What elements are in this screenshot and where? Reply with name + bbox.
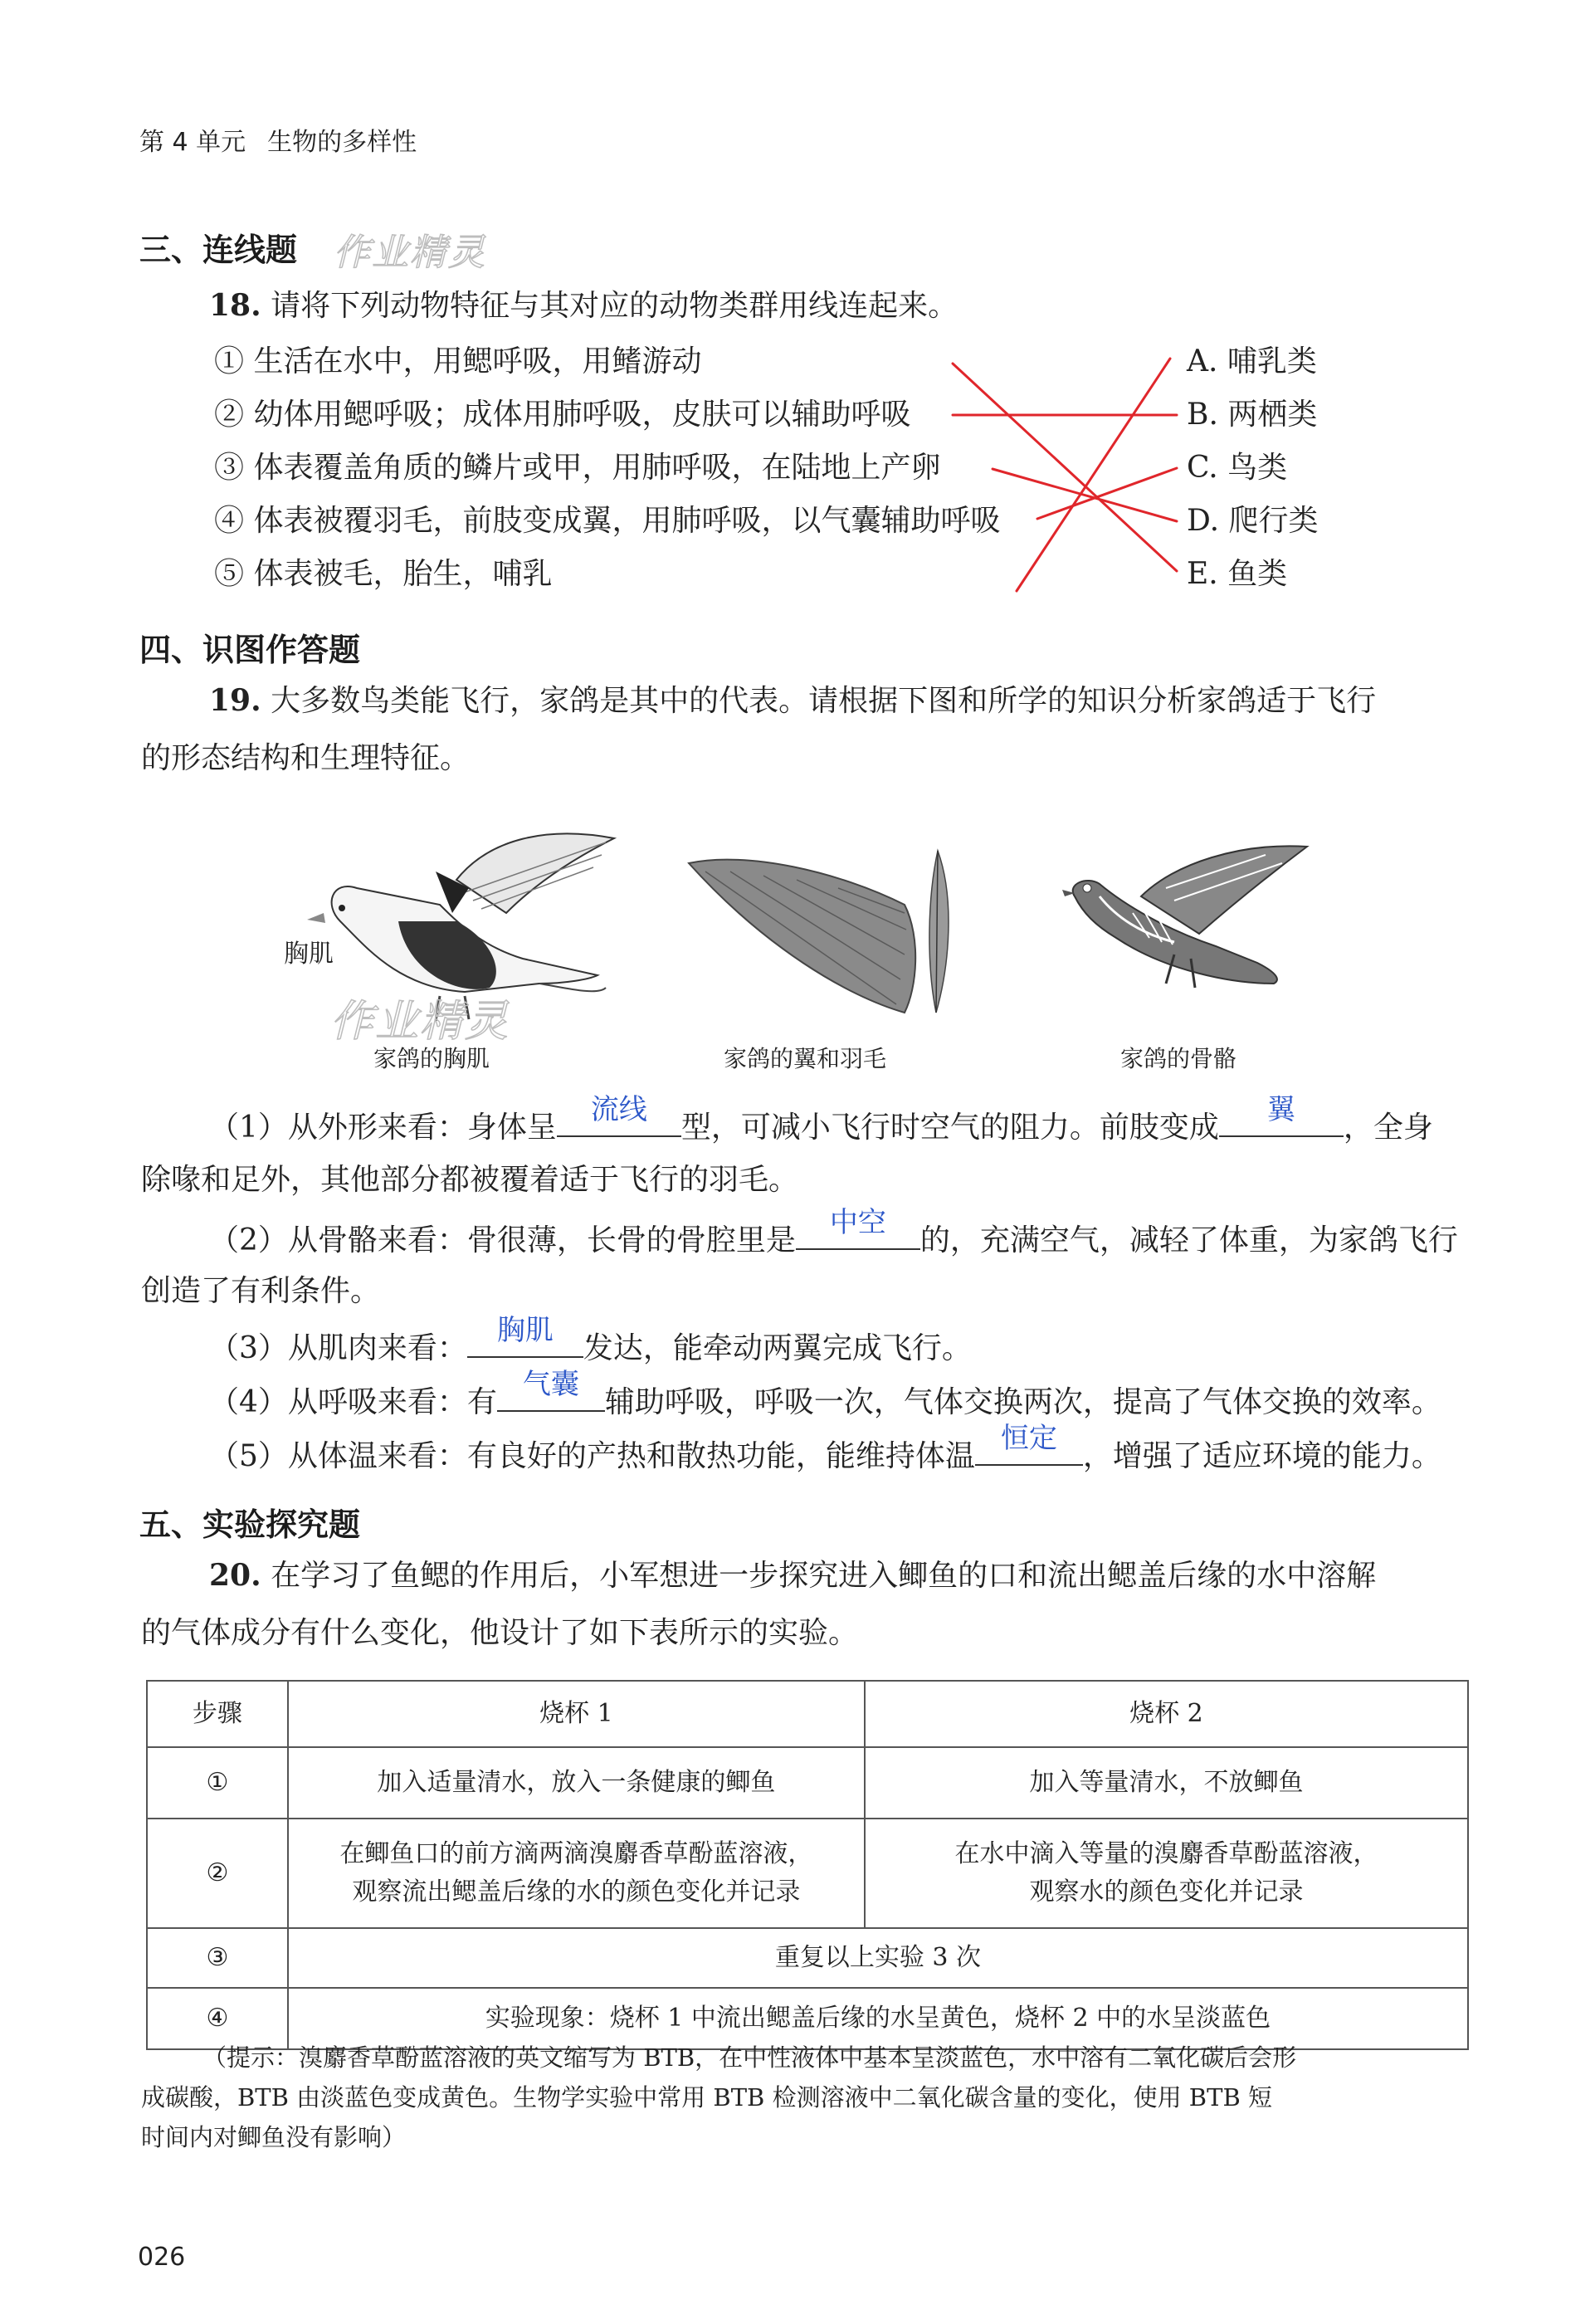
text-segment: （3）从肌肉来看：: [209, 1331, 467, 1365]
answer-blank-2: [1219, 1093, 1344, 1137]
trait-item-1: ① 生活在水中，用鳃呼吸，用鳍游动: [214, 344, 702, 378]
table-cell-step: ①: [147, 1747, 288, 1819]
table-cell: 加入适量清水，放入一条健康的鲫鱼: [288, 1747, 865, 1819]
match-line-3-d: [993, 469, 1177, 521]
subquestion-2-line1: [209, 1206, 1458, 1257]
answer-blank-5: [497, 1368, 605, 1412]
text-segment: ，全身: [1343, 1111, 1433, 1145]
subquestion-2-line2: 创造了有利条件。: [141, 1274, 381, 1308]
group-item-b: B. 两栖类: [1187, 398, 1318, 432]
subquestion-1-line1: [209, 1093, 1433, 1145]
table-cell-step: ③: [147, 1928, 288, 1988]
figure-caption-skeleton: 家鸽的骨骼: [1120, 1045, 1237, 1072]
table-cell: [288, 1819, 865, 1928]
question-19-prompt-line2: 的形态结构和生理特征。: [141, 741, 471, 775]
answer-blank-3: [796, 1206, 920, 1250]
table-cell: [865, 1819, 1468, 1928]
table-header-cell: 烧杯 2: [865, 1681, 1468, 1747]
figure-caption-wing: 家鸽的翼和羽毛: [724, 1045, 887, 1072]
handwritten-answer: 胸肌: [496, 1314, 554, 1347]
match-line-4-c: [1037, 468, 1177, 519]
subquestion-3: [209, 1314, 972, 1365]
subquestion-1-line2: 除喙和足外，其他部分都被覆着适于飞行的羽毛。: [141, 1163, 799, 1197]
text-segment: 辅助呼吸，呼吸一次，气体交换两次，提高了气体交换的效率。: [604, 1385, 1441, 1419]
text-segment: ，增强了适应环境的能力。: [1082, 1439, 1441, 1473]
text-segment: （5）从体温来看：有良好的产热和散热功能，能维持体温: [209, 1439, 975, 1473]
match-line-1-e: [953, 364, 1177, 571]
table-cell-step: ②: [147, 1819, 288, 1928]
page-number: 026: [138, 2243, 186, 2272]
question-20-prompt-line1: [209, 1560, 1376, 1591]
experiment-table: [146, 1680, 1469, 2050]
table-header-row: [147, 1681, 1468, 1747]
answer-blank-6: [975, 1422, 1083, 1466]
group-item-a: A. 哺乳类: [1187, 344, 1317, 378]
section-heading-figures: 四、识图作答题: [139, 632, 361, 668]
match-line-5-a: [1017, 359, 1170, 591]
hint-note-line2: 成碳酸，BTB 由淡蓝色变成黄色。生物学实验中常用 BTB 检测溶液中二氧化碳含量的变化，使用 BTB 短: [141, 2083, 1272, 2112]
section-heading-experiment: 五、实验探究题: [139, 1506, 361, 1543]
figure-caption-muscle: 家鸽的胸肌: [373, 1045, 490, 1072]
table-row: [147, 1819, 1468, 1928]
cell-line: 观察水的颜色变化并记录: [1029, 1877, 1304, 1907]
handwritten-answer: 恒定: [1000, 1422, 1057, 1455]
matching-lines: [0, 0, 1595, 631]
trait-item-4: ④ 体表被覆羽毛，前肢变成翼，用肺呼吸，以气囊辅助呼吸: [214, 504, 1001, 538]
answer-blank-1: [557, 1093, 681, 1137]
pigeon-wing-feather-illustration: [680, 847, 954, 1021]
unit-label: 第 4 单元: [139, 128, 246, 157]
section-heading-matching: 三、连线题: [139, 232, 298, 268]
text-segment: 发达，能牵动两翼完成飞行。: [583, 1331, 972, 1365]
chest-muscle-label: 胸肌: [284, 940, 334, 969]
watermark-logo: 作业精灵: [334, 232, 486, 274]
question-number: 19.: [209, 683, 261, 718]
cell-line: 观察流出鳃盖后缘的水的颜色变化并记录: [352, 1877, 801, 1907]
pigeon-skeleton-illustration: [1050, 838, 1315, 1021]
cell-line: 在水中滴入等量的溴麝香草酚蓝溶液，: [954, 1838, 1378, 1868]
table-cell-step: ④: [147, 1988, 288, 2049]
table-row: [147, 1747, 1468, 1819]
unit-title: 生物的多样性: [267, 128, 417, 157]
question-19-prompt-line1: [209, 683, 1377, 718]
table-cell: 重复以上实验 3 次: [288, 1928, 1468, 1988]
subquestion-4: [209, 1368, 1441, 1419]
table-cell: 加入等量清水，不放鲫鱼: [865, 1747, 1468, 1819]
hint-note-line3: 时间内对鲫鱼没有影响）: [141, 2123, 407, 2151]
group-item-e: E. 鱼类: [1187, 557, 1288, 591]
trait-item-2: ② 幼体用鳃呼吸；成体用肺呼吸，皮肤可以辅助呼吸: [214, 398, 911, 432]
text-segment: （1）从外形来看：身体呈: [209, 1111, 557, 1145]
text-segment: （4）从呼吸来看：有: [209, 1385, 497, 1419]
watermark-logo: 作业精灵: [330, 997, 510, 1047]
answer-blank-4: [467, 1314, 583, 1358]
trait-item-5: ⑤ 体表被毛，胎生，哺乳: [214, 557, 553, 591]
table-header-cell: 烧杯 1: [288, 1681, 865, 1747]
table-cell: 实验现象：烧杯 1 中流出鳃盖后缘的水呈黄色，烧杯 2 中的水呈淡蓝色: [288, 1988, 1468, 2049]
table-header-cell: 步骤: [147, 1681, 288, 1747]
cell-line: 在鲫鱼口的前方滴两滴溴麝香草酚蓝溶液，: [339, 1838, 813, 1868]
group-item-d: D. 爬行类: [1187, 504, 1319, 538]
subquestion-5: [209, 1422, 1441, 1473]
question-number: 18.: [209, 288, 261, 323]
question-20-prompt-line2: 的气体成分有什么变化，他设计了如下表所示的实验。: [141, 1616, 859, 1650]
question-text: 大多数鸟类能飞行，家鸽是其中的代表。请根据下图和所学的知识分析家鸽适于飞行: [271, 684, 1377, 718]
text-segment: 的，充满空气，减轻了体重，为家鸽飞行: [919, 1223, 1458, 1257]
question-text: 在学习了鱼鳃的作用后，小军想进一步探究进入鲫鱼的口和流出鳃盖后缘的水中溶解: [271, 1559, 1377, 1593]
text-segment: （2）从骨骼来看：骨很薄，长骨的骨腔里是: [209, 1223, 796, 1257]
table-row: [147, 1928, 1468, 1988]
handwritten-answer: 气囊: [522, 1368, 579, 1401]
question-number: 20.: [209, 1558, 261, 1593]
text-segment: 型，可减小飞行时空气的阻力。前肢变成: [680, 1111, 1219, 1145]
group-item-c: C. 鸟类: [1187, 451, 1288, 485]
trait-item-3: ③ 体表覆盖角质的鳞片或甲，用肺呼吸，在陆地上产卵: [214, 451, 941, 485]
hint-note-line1: （提示：溴麝香草酚蓝溶液的英文缩写为 BTB，在中性液体中基本呈淡蓝色，水中溶有二氧化碳后会形: [202, 2043, 1297, 2072]
question-text: 请将下列动物特征与其对应的动物类群用线连起来。: [271, 289, 958, 323]
handwritten-answer: 流线: [590, 1093, 647, 1126]
handwritten-answer: 翼: [1266, 1093, 1295, 1126]
handwritten-answer: 中空: [829, 1206, 886, 1239]
